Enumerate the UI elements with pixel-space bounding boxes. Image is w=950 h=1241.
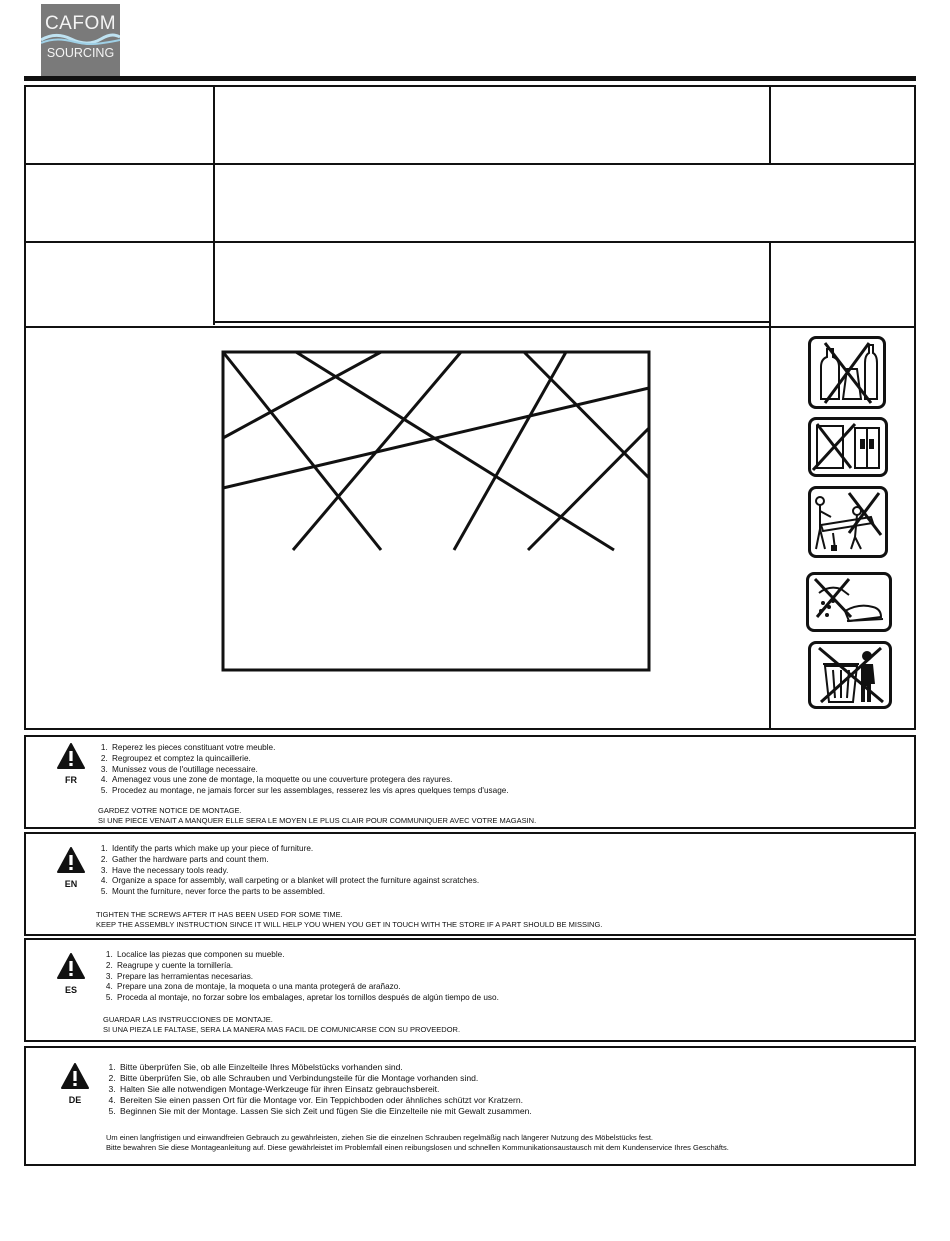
note-line: SI UNA PIEZA LE FALTASE, SERA LA MANERA MAS FACIL DE COMUNICARSE CON SU PROVEEDOR. bbox=[103, 1025, 461, 1034]
steps-list-de bbox=[106, 1062, 532, 1117]
grid-divider bbox=[24, 163, 916, 165]
warning-icon bbox=[57, 743, 85, 769]
step-item: 3. Have the necessary tools ready. bbox=[110, 866, 479, 877]
grid-divider bbox=[769, 241, 771, 730]
warning-block-en bbox=[57, 847, 85, 889]
warning-icon bbox=[61, 1063, 89, 1089]
grid-divider bbox=[213, 85, 215, 165]
language-code: ES bbox=[64, 985, 77, 995]
assemble-with-two-people-icon bbox=[808, 486, 888, 558]
product-image-placeholder bbox=[221, 350, 651, 672]
logo-line-1: CAFOM bbox=[44, 13, 117, 34]
warning-icon bbox=[57, 953, 85, 979]
warning-block-de bbox=[61, 1063, 89, 1105]
grid-divider bbox=[24, 241, 916, 243]
note-line: Bitte bewahren Sie diese Montageanleitung auf. Diese gewährleistet im Problemfall einen reibungslosen und schnellen Kommunikationsaustausch mit dem Kundenservice Ihres Geschäfts. bbox=[106, 1143, 729, 1152]
step-item: 4. Prepare una zona de montaje, la moqueta o una manta protegerá de arañazo. bbox=[115, 982, 499, 993]
language-code: DE bbox=[68, 1095, 82, 1105]
note-line: GARDEZ VOTRE NOTICE DE MONTAGE. bbox=[98, 806, 242, 815]
note-line: GUARDAR LAS INSTRUCCIONES DE MONTAJE. bbox=[103, 1015, 273, 1024]
logo-line-2: SOURCING bbox=[46, 46, 115, 60]
grid-divider bbox=[24, 326, 916, 328]
step-item: 2. Gather the hardware parts and count them. bbox=[110, 855, 479, 866]
cafom-sourcing-logo bbox=[41, 4, 120, 77]
note-line: Um einen langfristigen und einwandfreien Gebrauch zu gewährleisten, ziehen Sie die einzelnen Schrauben regelmäßig nach längerer Nutzung des Möbelstücks fest. bbox=[106, 1133, 653, 1142]
warning-block-fr bbox=[57, 743, 85, 785]
note-line: KEEP THE ASSEMBLY INSTRUCTION SINCE IT WILL HELP YOU WHEN YOU GET IN TOUCH WITH THE STORE IF A PART SHOULD BE MISSING. bbox=[96, 920, 603, 929]
step-item: 4. Amenagez vous une zone de montage, la moquette ou une couverture protegera des rayures. bbox=[110, 775, 509, 786]
no-abrasive-cleaning-icon bbox=[806, 572, 892, 632]
step-item: 3. Halten Sie alle notwendigen Montage-Werkzeuge für ihren Einsatz gebrauchsbereit. bbox=[118, 1084, 532, 1095]
step-item: 2. Regroupez et comptez la quincaillerie. bbox=[110, 754, 509, 765]
step-item: 2. Bitte überprüfen Sie, ob alle Schrauben und Verbindungsteile für die Montage vorhanden sind. bbox=[118, 1073, 532, 1084]
grid-divider bbox=[213, 163, 215, 243]
grid-divider bbox=[213, 241, 215, 325]
grid-divider bbox=[769, 85, 771, 165]
step-item: 1. Localice las piezas que componen su mueble. bbox=[115, 950, 499, 961]
step-item: 1. Bitte überprüfen Sie, ob alle Einzelteile Ihres Möbelstücks vorhanden sind. bbox=[118, 1062, 532, 1073]
step-item: 3. Prepare las herramientas necesarias. bbox=[115, 972, 499, 983]
language-code: FR bbox=[65, 775, 77, 785]
step-item: 5. Procedez au montage, ne jamais forcer sur les assemblages, resserez les vis apres quelques temps d'usage. bbox=[110, 786, 509, 797]
no-chemical-cleaners-icon bbox=[808, 336, 886, 409]
step-item: 4. Organize a space for assembly, wall carpeting or a blanket will protect the furniture against scratches. bbox=[110, 876, 479, 887]
note-line: SI UNE PIECE VENAIT A MANQUER ELLE SERA LE MOYEN LE PLUS CLAIR POUR COMMUNIQUER AVEC VOTRE MAGASIN. bbox=[98, 816, 537, 825]
steps-list-en bbox=[98, 844, 479, 898]
note-line: TIGHTEN THE SCREWS AFTER IT HAS BEEN USED FOR SOME TIME. bbox=[96, 910, 343, 919]
step-item: 2. Reagrupe y cuente la tornillería. bbox=[115, 961, 499, 972]
steps-list-fr bbox=[98, 743, 509, 797]
step-item: 5. Beginnen Sie mit der Montage. Lassen Sie sich Zeit und fügen Sie die Einzelteile nie mit Gewalt zusammen. bbox=[118, 1106, 532, 1117]
warning-icon bbox=[57, 847, 85, 873]
step-item: 4. Bereiten Sie einen passen Ort für die Montage vor. Ein Teppichboden oder ähnliches schützt vor Kratzern. bbox=[118, 1095, 532, 1106]
step-item: 5. Proceda al montaje, no forzar sobre los embalages, apretar los tornillos después de algún tiempo de uso. bbox=[115, 993, 499, 1004]
no-bin-disposal-icon bbox=[808, 641, 892, 709]
warning-block-es bbox=[57, 953, 85, 995]
step-item: 3. Munissez vous de l'outillage necessaire. bbox=[110, 765, 509, 776]
language-code: EN bbox=[64, 879, 78, 889]
steps-list-es bbox=[103, 950, 499, 1004]
step-item: 1. Reperez les pieces constituant votre meuble. bbox=[110, 743, 509, 754]
header-rule bbox=[24, 76, 916, 81]
step-item: 1. Identify the parts which make up your piece of furniture. bbox=[110, 844, 479, 855]
step-item: 5. Mount the furniture, never force the parts to be assembled. bbox=[110, 887, 479, 898]
grid-divider bbox=[213, 321, 770, 323]
no-moisture-icon bbox=[808, 417, 888, 477]
